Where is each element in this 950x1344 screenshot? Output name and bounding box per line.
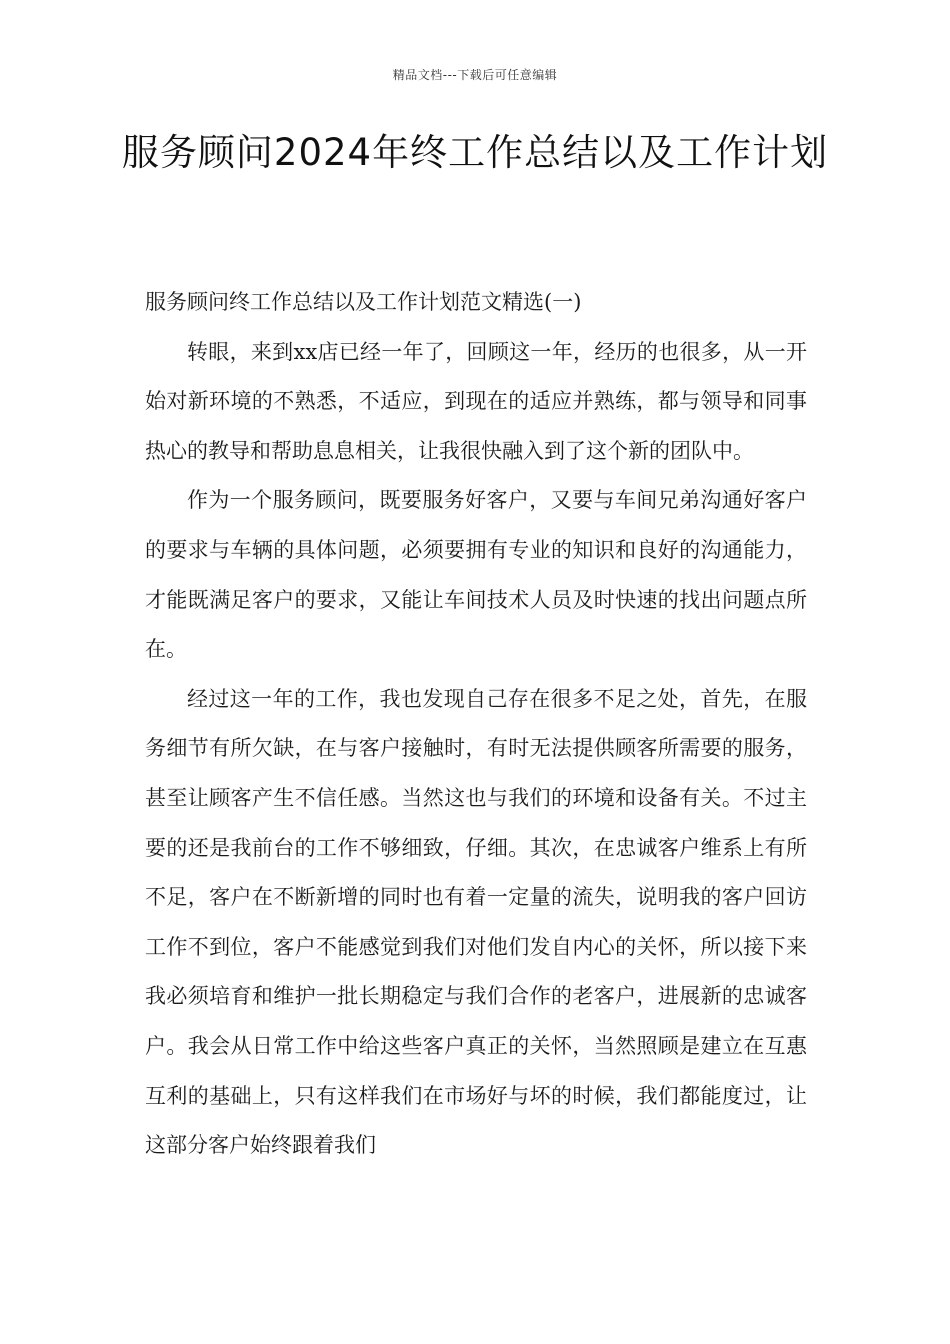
paragraph-3: 经过这一年的工作，我也发现自己存在很多不足之处，首先，在服务细节有所欠缺，在与客户接触时，有时无法提供顾客所需要的服务，甚至让顾客产生不信任感。当然这也与我们的环境和设备有关。不过主要的还是我前台的工作不够细致，仔细。其次，在忠诚客户维系上有所不足，客户在不断新增的同时也有着一定量的流失，说明我的客户回访工作不到位，客户不能感觉到我们对他们发自内心的关怀，所以接下来我必须培育和维护一批长期稳定与我们合作的老客户，进展新的忠诚客户。我会从日常工作中给这些客户真正的关怀，当然照顾是建立在互惠互利的基础上，只有这样我们在市场好与坏的时候，我们都能度过，让这部分客户始终跟着我们 bbox=[145, 686, 807, 1158]
header-note: 精品文档---下载后可任意编辑 bbox=[392, 68, 558, 82]
document-title: 服务顾问2024年终工作总结以及工作计划 bbox=[121, 131, 829, 174]
paragraph-2: 作为一个服务顾问，既要服务好客户，又要与车间兄弟沟通好客户的要求与车辆的具体问题，必须要拥有专业的知识和良好的沟通能力，才能既满足客户的要求，又能让车间技术人员及时快速的找出问题点所在。 bbox=[145, 488, 807, 662]
document-subtitle: 服务顾问终工作总结以及工作计划范文精选(一) bbox=[145, 290, 582, 314]
document-body bbox=[145, 278, 807, 1171]
paragraph-1: 转眼，来到xx店已经一年了，回顾这一年，经历的也很多，从一开始对新环境的不熟悉，不适应，到现在的适应并熟练，都与领导和同事热心的教导和帮助息息相关，让我很快融入到了这个新的团队中。 bbox=[145, 339, 807, 463]
